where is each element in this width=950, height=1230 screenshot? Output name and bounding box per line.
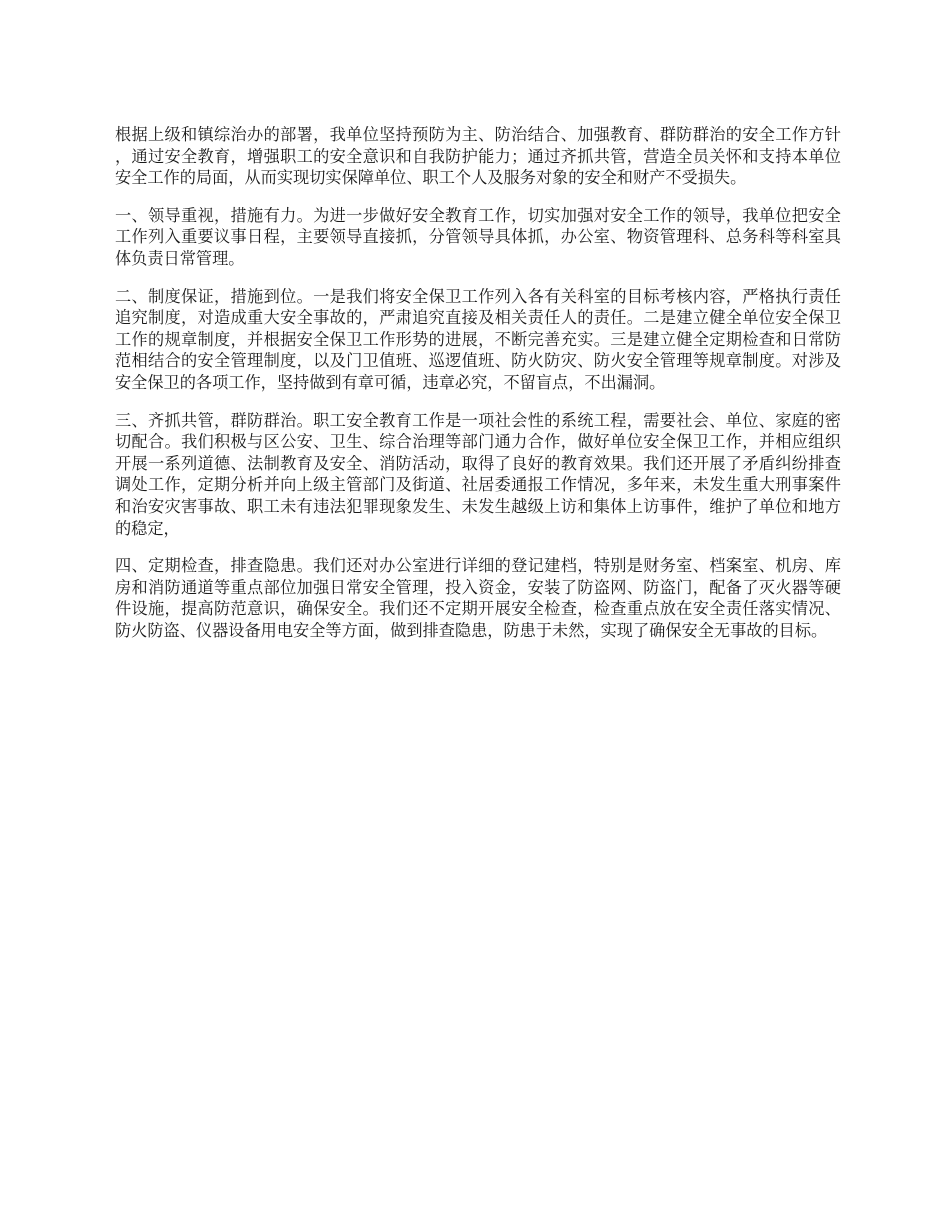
paragraph-intro: 根据上级和镇综治办的部署，我单位坚持预防为主、防治结合、加强教育、群防群治的安全工作方针，通过安全教育，增强职工的安全意识和自我防护能力；通过齐抓共管，营造全员关怀和支持本单位安全工作的局面，从而实现切实保障单位、职工个人及服务对象的安全和财产不受损失。 [115,125,841,188]
paragraph-system-guarantee: 二、制度保证，措施到位。一是我们将安全保卫工作列入各有关科室的目标考核内容，严格执行责任追究制度，对造成重大安全事故的，严肃追究直接及相关责任人的责任。二是建立健全单位安全保卫工作的规章制度，并根据安全保卫工作形势的进展，不断完善充实。三是建立健全定期检查和日常防范相结合的安全管理制度，以及门卫值班、巡逻值班、防火防灾、防火安全管理等规章制度。对涉及安全保卫的各项工作，坚持做到有章可循，违章必究，不留盲点，不出漏洞。 [115,286,841,392]
paragraph-joint-management: 三、齐抓共管，群防群治。职工安全教育工作是一项社会性的系统工程，需要社会、单位、家庭的密切配合。我们积极与区公安、卫生、综合治理等部门通力合作，做好单位安全保卫工作，并相应组织开展一系列道德、法制教育及安全、消防活动，取得了良好的教育效果。我们还开展了矛盾纠纷排查调处工作，定期分析并向上级主管部门及街道、社居委通报工作情况，多年来，未发生重大刑事案件和治安灾害事故、职工未有违法犯罪现象发生、未发生越级上访和集体上访事件，维护了单位和地方的稳定， [115,410,841,538]
document-page [115,124,841,657]
paragraph-regular-inspection: 四、定期检查，排查隐患。我们还对办公室进行详细的登记建档，特别是财务室、档案室、机房、库房和消防通道等重点部位加强日常安全管理，投入资金，安装了防盗网、防盗门，配备了灭火器等硬件设施，提高防范意识，确保安全。我们还不定期开展安全检查，检查重点放在安全责任落实情况、防火防盗、仪器设备用电安全等方面，做到排查隐患，防患于未然，实现了确保安全无事故的目标。 [115,556,841,640]
paragraph-leadership: 一、领导重视，措施有力。为进一步做好安全教育工作，切实加强对安全工作的领导，我单位把安全工作列入重要议事日程，主要领导直接抓，分管领导具体抓，办公室、物资管理科、总务科等科室具体负责日常管理。 [115,205,841,268]
